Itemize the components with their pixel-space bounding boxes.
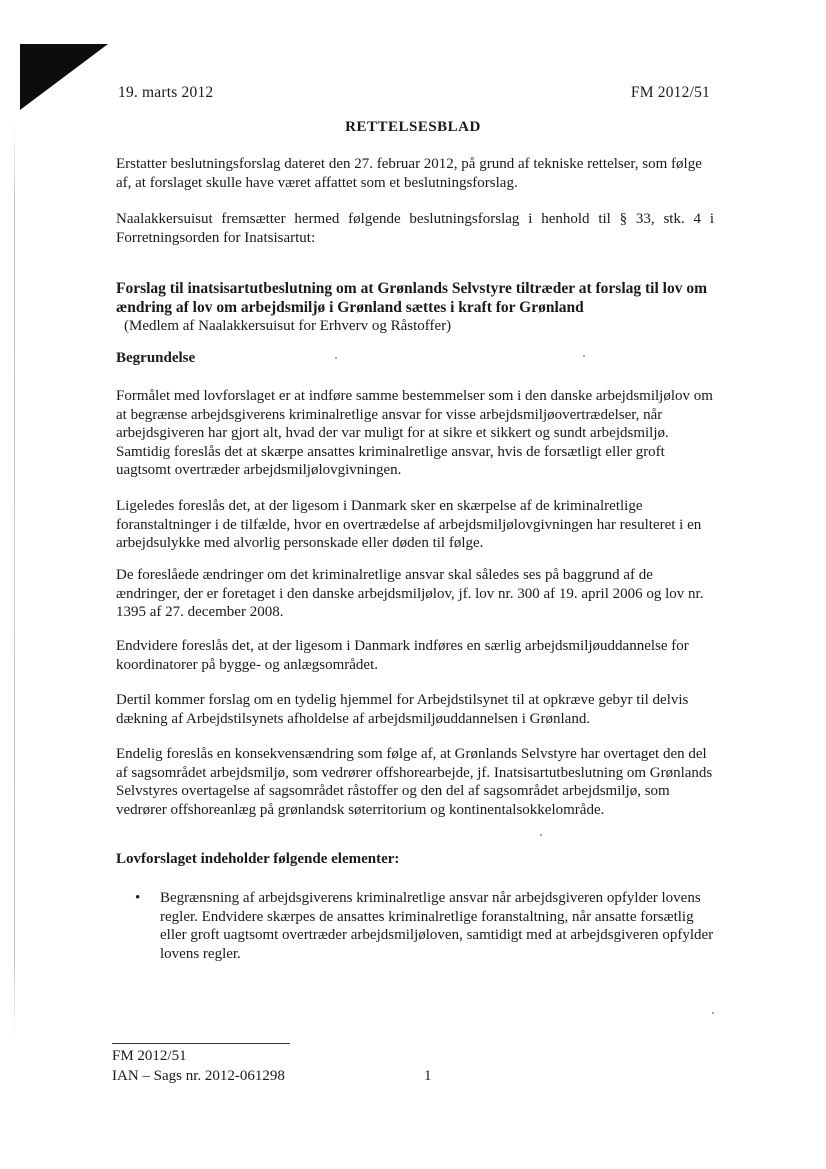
scan-corner-mark — [20, 44, 110, 114]
scan-speck — [540, 834, 542, 836]
reasoning-paragraph-6: Endelig foreslås en konsekvensændring som følge af, at Grønlands Selvstyre har overtaget den del af sagsområdet arbejdsmiljø, som vedrører offshorearbejde, jf. Inatsisartutbeslutning om Grønlands Selvstyres overtagelse af sagsområdet råstoffer og den del af sagsområdet arbejdsmiljø, som vedrører offshoreanlæg på grønlandsk søterritorium og kontinentalsokkelområde. — [116, 746, 713, 818]
reasoning-paragraph-5: Dertil kommer forslag om en tydelig hjemmel for Arbejdstilsynet til at opkræve gebyr til delvis dækning af Arbejdstilsynets afholdelse af arbejdsmiljøuddannelsen i Grønland. — [116, 692, 689, 727]
scan-edge-line — [14, 120, 15, 1040]
document-reference: FM 2012/51 — [630, 84, 710, 101]
presentation-paragraph: Naalakkersuisut fremsætter hermed følgende beslutningsforslag i henhold til § 33, stk. 4 i Forretningsorden for Inatsisartut: — [116, 211, 714, 246]
footnote-divider — [112, 1043, 290, 1044]
list-item — [116, 889, 714, 963]
reasoning-paragraph-1: Formålet med lovforslaget er at indføre samme bestemmelser som i den danske arbejdsmiljølov om at begrænse arbejdsgiverens kriminalretlige ansvar for visse arbejdsmiljøovertrædelser, når arbejdsgiveren har gjort alt, hvad der var muligt for at sikre et sikkert og sundt arbejdsmiljø. Samtidig foreslås det at skærpe ansattes kriminalretlige ansvar, hvis de forsætligt eller groft uagtsomt overtræder arbejdsmiljølovgivningen. — [116, 388, 713, 478]
reasoning-heading: Begrundelse — [116, 350, 196, 366]
intro-paragraph: Erstatter beslutningsforslag dateret den 27. februar 2012, på grund af tekniske rettelser, som følge af, at forslaget skulle have været affattet som et beslutningsforslag. — [116, 156, 702, 191]
reasoning-paragraph-2: Ligeledes foreslås det, at der ligesom i Danmark sker en skærpelse af de kriminalretlige foranstaltninger i de tilfælde, hvor en overtrædelse af arbejdsmiljølovgivningen har resulteret i en arbejdsulykke med alvorlig personskade eller døden til følge. — [116, 498, 702, 551]
proposal-title: Forslag til inatsisartutbeslutning om at Grønlands Selvstyre tiltræder at forslag til lov om ændring af lov om arbejdsmiljø i Grønland sættes i kraft for Grønland — [116, 280, 707, 316]
scan-speck — [335, 357, 337, 359]
bullet-icon: • — [135, 890, 141, 906]
footer-case-number: IAN – Sags nr. 2012-061298 — [112, 1068, 285, 1084]
document-date: 19. marts 2012 — [118, 84, 214, 101]
scan-speck — [583, 355, 585, 357]
page-title: RETTELSESBLAD — [345, 119, 481, 135]
footer-reference: FM 2012/51 — [112, 1048, 187, 1064]
list-item-text: Begrænsning af arbejdsgiverens kriminalretlige ansvar når arbejdsgiveren opfylder lovens regler. Endvidere skærpes de ansattes kriminalretlige foranstaltning, når ansatte forsætlig eller groft uagtsomt overtræder arbejdsmiljøloven, samtidigt med at arbejdsgiveren opfylder lovens regler. — [160, 890, 714, 962]
proposal-sponsor: (Medlem af Naalakkersuisut for Erhverv og Råstoffer) — [124, 318, 452, 334]
elements-heading: Lovforslaget indeholder følgende elementer: — [116, 851, 400, 867]
proposal-block — [116, 280, 714, 336]
reasoning-paragraph-4: Endvidere foreslås det, at der ligesom i Danmark indføres en særlig arbejdsmiljøuddannelse for koordinatorer på bygge- og anlægsområdet. — [116, 638, 689, 673]
page-number: 1 — [424, 1068, 432, 1084]
reasoning-paragraph-3: De foreslåede ændringer om det kriminalretlige ansvar skal således ses på baggrund af de ændringer, der er foretaget i den danske arbejdsmiljølov, jf. lov nr. 300 af 19. april 2006 og lov nr. 1395 af 27. december 2008. — [116, 567, 704, 620]
elements-list — [116, 889, 714, 963]
scan-speck — [712, 1012, 714, 1014]
